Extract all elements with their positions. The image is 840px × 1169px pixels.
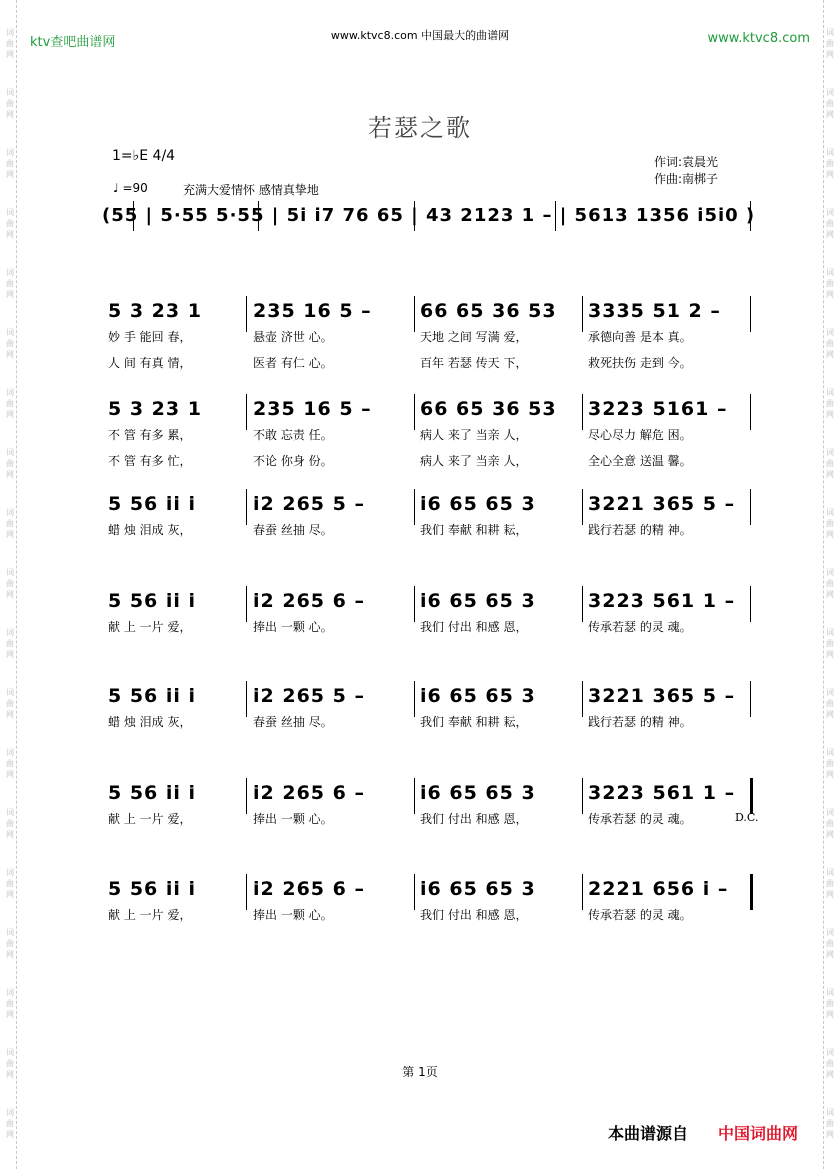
side-watermark-char: 词 <box>6 268 14 277</box>
footer-source-label: 本曲谱源自 <box>608 1124 689 1143</box>
barline <box>582 586 583 622</box>
header-center-text: www.ktvc8.com 中国最大的曲谱网 <box>330 29 510 42</box>
notes-measure: 5 3 23 1 <box>108 300 202 322</box>
side-watermark-char: 词 <box>826 808 834 817</box>
intro-barline <box>555 201 556 231</box>
lyric-measure: 不 管 有多 累， <box>108 428 192 442</box>
composer-credit: 作曲:南梆子 <box>654 172 719 186</box>
side-watermark-char: 词 <box>6 448 14 457</box>
side-watermark-char: 曲 <box>826 279 834 288</box>
side-watermark-char: 词 <box>826 688 834 697</box>
side-watermark-char: 词 <box>6 1108 14 1117</box>
notes-measure: i2 265 6 – <box>253 782 365 804</box>
barline <box>582 489 583 525</box>
side-watermark-char: 网 <box>826 1010 834 1019</box>
intro-barline <box>258 201 259 231</box>
notes-measure: 235 16 5 – <box>253 300 372 322</box>
side-watermark-char: 词 <box>6 688 14 697</box>
barline <box>246 586 247 622</box>
side-watermark-char: 词 <box>826 388 834 397</box>
lyric-measure: 救死扶伤 走到 今。 <box>588 356 692 370</box>
notes-measure: 5 56 ii i <box>108 782 197 804</box>
lyric-measure: 我们 奉献 和耕 耘， <box>420 523 528 537</box>
side-watermark-char: 词 <box>826 1048 834 1057</box>
side-watermark-char: 词 <box>6 28 14 37</box>
barline <box>750 296 751 332</box>
barline <box>246 778 247 814</box>
side-watermark-char: 曲 <box>826 759 834 768</box>
barline <box>414 394 415 430</box>
side-watermark-char: 曲 <box>6 999 14 1008</box>
side-watermark-char: 曲 <box>6 339 14 348</box>
expression-marking: 充满大爱情怀 感情真挚地 <box>183 183 319 197</box>
lyric-measure: 春蚕 丝抽 尽。 <box>253 715 333 729</box>
lyric-measure: 悬壶 济世 心。 <box>253 330 333 344</box>
lyric-measure: 践行若瑟 的精 神。 <box>588 715 692 729</box>
barline <box>750 586 751 622</box>
lyric-measure: 病人 来了 当亲 人， <box>420 428 528 442</box>
lyric-measure: 我们 付出 和感 恩， <box>420 812 528 826</box>
side-watermark-char: 曲 <box>6 279 14 288</box>
notes-measure: i6 65 65 3 <box>420 782 536 804</box>
lyric-measure: 医者 有仁 心。 <box>253 356 333 370</box>
notes-measure: 3223 561 1 – <box>588 782 736 804</box>
lyric-measure: 捧出 一颗 心。 <box>253 908 333 922</box>
side-watermark-char: 网 <box>826 710 834 719</box>
side-watermark-char: 曲 <box>6 579 14 588</box>
lyric-measure: 不 管 有多 忙， <box>108 454 192 468</box>
side-watermark-char: 曲 <box>826 339 834 348</box>
side-watermark-char: 词 <box>6 808 14 817</box>
side-watermark-char: 词 <box>826 328 834 337</box>
barline <box>750 874 753 910</box>
barline <box>414 489 415 525</box>
side-watermark-char: 曲 <box>6 759 14 768</box>
side-watermark-char: 曲 <box>826 519 834 528</box>
side-watermark-char: 网 <box>826 1070 834 1079</box>
side-watermark-char: 曲 <box>826 1059 834 1068</box>
side-watermark-char: 曲 <box>826 459 834 468</box>
dc-marking: D.C. <box>735 811 759 824</box>
side-watermark-char: 曲 <box>826 39 834 48</box>
side-watermark-char: 曲 <box>826 99 834 108</box>
side-watermark-char: 词 <box>826 448 834 457</box>
side-watermark-char: 网 <box>826 770 834 779</box>
side-watermark-char: 曲 <box>6 39 14 48</box>
lyric-measure: 献 上 一片 爱， <box>108 620 192 634</box>
side-watermark-char: 网 <box>826 650 834 659</box>
side-watermark-char: 曲 <box>826 819 834 828</box>
lyric-measure: 不论 你身 份。 <box>253 454 333 468</box>
lyric-measure: 妙 手 能回 春， <box>108 330 192 344</box>
lyric-measure: 承德向善 是本 真。 <box>588 330 692 344</box>
barline <box>750 394 751 430</box>
notes-measure: 5 56 ii i <box>108 493 197 515</box>
side-watermark-char: 网 <box>826 950 834 959</box>
lyric-measure: 人 间 有真 情， <box>108 356 192 370</box>
side-watermark-char: 网 <box>826 530 834 539</box>
side-watermark-char: 词 <box>6 748 14 757</box>
lyric-measure: 不敢 忘责 任。 <box>253 428 333 442</box>
side-watermark-char: 网 <box>6 230 14 239</box>
notes-measure: i2 265 5 – <box>253 685 365 707</box>
side-watermark-char: 网 <box>6 170 14 179</box>
barline <box>414 778 415 814</box>
side-watermark-char: 词 <box>826 628 834 637</box>
side-watermark-char: 词 <box>6 388 14 397</box>
notes-measure: 5 56 ii i <box>108 685 197 707</box>
side-watermark-char: 词 <box>6 628 14 637</box>
side-watermark-char: 曲 <box>826 219 834 228</box>
side-watermark-char: 网 <box>6 650 14 659</box>
side-watermark-char: 词 <box>6 508 14 517</box>
side-watermark-char: 词 <box>826 568 834 577</box>
side-watermark-char: 网 <box>6 110 14 119</box>
side-watermark-char: 曲 <box>6 1059 14 1068</box>
notes-measure: i6 65 65 3 <box>420 493 536 515</box>
side-watermark-char: 词 <box>826 1108 834 1117</box>
side-watermark-char: 曲 <box>6 879 14 888</box>
side-watermark-char: 网 <box>826 50 834 59</box>
side-watermark-char: 曲 <box>826 639 834 648</box>
side-watermark-char: 网 <box>6 1010 14 1019</box>
side-watermark-char: 网 <box>6 950 14 959</box>
side-watermark-char: 曲 <box>6 639 14 648</box>
side-watermark-char: 词 <box>826 268 834 277</box>
notes-measure: 3221 365 5 – <box>588 493 736 515</box>
side-watermark-char: 网 <box>826 110 834 119</box>
barline <box>582 394 583 430</box>
notes-measure: i6 65 65 3 <box>420 590 536 612</box>
side-watermark-char: 词 <box>6 1048 14 1057</box>
side-watermark-char: 词 <box>826 928 834 937</box>
barline <box>246 394 247 430</box>
tempo-marking: ♩ =90 <box>113 181 148 195</box>
barline <box>582 681 583 717</box>
side-watermark-char: 网 <box>826 290 834 299</box>
notes-measure: 66 65 36 53 <box>420 300 557 322</box>
side-watermark-char: 曲 <box>826 399 834 408</box>
side-watermark-char: 曲 <box>6 1119 14 1128</box>
notes-measure: 3335 51 2 – <box>588 300 721 322</box>
barline <box>246 681 247 717</box>
notes-measure: 5 3 23 1 <box>108 398 202 420</box>
notes-measure: i2 265 6 – <box>253 878 365 900</box>
notes-measure: 5 56 ii i <box>108 878 197 900</box>
side-watermark-char: 网 <box>6 710 14 719</box>
barline <box>750 681 751 717</box>
page-number: 第 1页 <box>402 1065 438 1079</box>
side-watermark-char: 网 <box>6 890 14 899</box>
notes-measure: i2 265 6 – <box>253 590 365 612</box>
side-watermark-char: 网 <box>826 1130 834 1139</box>
side-watermark-char: 词 <box>826 988 834 997</box>
side-watermark-char: 词 <box>6 568 14 577</box>
side-watermark-char: 网 <box>826 350 834 359</box>
side-watermark-char: 词 <box>826 508 834 517</box>
intro-barline <box>750 201 751 231</box>
side-watermark-char: 网 <box>6 590 14 599</box>
side-watermark-char: 词 <box>6 208 14 217</box>
side-watermark-char: 曲 <box>826 879 834 888</box>
side-watermark-char: 网 <box>6 50 14 59</box>
barline <box>750 778 753 814</box>
side-watermark-char: 曲 <box>826 699 834 708</box>
side-watermark-char: 曲 <box>6 99 14 108</box>
side-watermark-char: 网 <box>826 890 834 899</box>
side-watermark-char: 网 <box>6 350 14 359</box>
side-watermark-char: 词 <box>826 208 834 217</box>
side-watermark-char: 网 <box>6 530 14 539</box>
lyric-measure: 蜡 烛 泪成 灰， <box>108 523 192 537</box>
intro-barline <box>414 201 415 231</box>
side-watermark-char: 网 <box>826 590 834 599</box>
side-watermark-char: 网 <box>6 410 14 419</box>
lyric-measure: 百年 若瑟 传天 下， <box>420 356 528 370</box>
side-watermark-char: 曲 <box>6 939 14 948</box>
lyricist-credit: 作词:袁晨光 <box>654 155 719 169</box>
notes-measure: 3221 365 5 – <box>588 685 736 707</box>
lyric-measure: 献 上 一片 爱， <box>108 908 192 922</box>
lyric-measure: 献 上 一片 爱， <box>108 812 192 826</box>
header-site-left[interactable]: ktv查吧曲谱网 <box>30 35 116 50</box>
notes-measure: 2221 656 i – <box>588 878 729 900</box>
side-watermark-char: 曲 <box>6 219 14 228</box>
side-watermark-char: 词 <box>826 28 834 37</box>
lyric-measure: 传承若瑟 的灵 魂。 <box>588 812 692 826</box>
side-watermark-char: 曲 <box>826 1119 834 1128</box>
barline <box>246 296 247 332</box>
barline <box>414 874 415 910</box>
notes-measure: 3223 5161 – <box>588 398 728 420</box>
barline <box>246 874 247 910</box>
barline <box>582 874 583 910</box>
side-watermark-char: 网 <box>6 770 14 779</box>
side-watermark-char: 网 <box>6 1070 14 1079</box>
barline <box>246 489 247 525</box>
barline <box>414 586 415 622</box>
barline <box>582 778 583 814</box>
side-watermark-char: 网 <box>6 830 14 839</box>
side-watermark-char: 词 <box>6 328 14 337</box>
side-watermark-char: 曲 <box>826 159 834 168</box>
side-watermark-char: 网 <box>826 170 834 179</box>
side-watermark-char: 词 <box>6 148 14 157</box>
side-watermark-char: 词 <box>6 868 14 877</box>
side-watermark-char: 词 <box>826 748 834 757</box>
side-watermark-char: 网 <box>6 470 14 479</box>
key-signature: 1=♭E 4/4 <box>112 148 176 164</box>
side-watermark-char: 词 <box>826 88 834 97</box>
barline <box>414 296 415 332</box>
side-watermark-char: 曲 <box>826 939 834 948</box>
side-watermark-char: 曲 <box>826 579 834 588</box>
side-watermark-char: 词 <box>826 868 834 877</box>
side-watermark-char: 网 <box>826 410 834 419</box>
footer-brand[interactable]: 中国词曲网 <box>718 1124 799 1143</box>
notes-measure: 3223 561 1 – <box>588 590 736 612</box>
intro-line: (55 | 5·55 5·55 | 5i i7 76 65 | 43 2123 1 – | 5613 1356 i5i0 ) <box>102 205 756 226</box>
side-watermark-char: 曲 <box>6 699 14 708</box>
header-site-right[interactable]: www.ktvc8.com <box>707 31 810 46</box>
lyric-measure: 全心全意 送温 馨。 <box>588 454 692 468</box>
lyric-measure: 践行若瑟 的精 神。 <box>588 523 692 537</box>
side-watermark-char: 网 <box>6 290 14 299</box>
side-watermark-char: 词 <box>6 988 14 997</box>
side-watermark-char: 曲 <box>826 999 834 1008</box>
notes-measure: i6 65 65 3 <box>420 685 536 707</box>
side-watermark-char: 曲 <box>6 159 14 168</box>
side-watermark-char: 曲 <box>6 519 14 528</box>
lyric-measure: 蜡 烛 泪成 灰， <box>108 715 192 729</box>
side-watermark-char: 曲 <box>6 459 14 468</box>
lyric-measure: 捧出 一颗 心。 <box>253 812 333 826</box>
lyric-measure: 我们 付出 和感 恩， <box>420 908 528 922</box>
barline <box>414 681 415 717</box>
side-watermark-char: 网 <box>826 230 834 239</box>
side-watermark-char: 词 <box>6 928 14 937</box>
side-watermark-char: 词 <box>6 88 14 97</box>
side-watermark-char: 网 <box>826 470 834 479</box>
side-watermark-char: 曲 <box>6 819 14 828</box>
lyric-measure: 捧出 一颗 心。 <box>253 620 333 634</box>
lyric-measure: 我们 奉献 和耕 耘， <box>420 715 528 729</box>
lyric-measure: 天地 之间 写满 爱， <box>420 330 528 344</box>
song-title: 若瑟之歌 <box>368 114 472 142</box>
barline <box>582 296 583 332</box>
side-watermark-char: 曲 <box>6 399 14 408</box>
notes-measure: i2 265 5 – <box>253 493 365 515</box>
side-watermark-char: 网 <box>6 1130 14 1139</box>
notes-measure: 66 65 36 53 <box>420 398 557 420</box>
lyric-measure: 传承若瑟 的灵 魂。 <box>588 908 692 922</box>
side-watermark-char: 网 <box>826 830 834 839</box>
side-watermark-char: 词 <box>826 148 834 157</box>
barline <box>750 489 751 525</box>
notes-measure: 5 56 ii i <box>108 590 197 612</box>
lyric-measure: 尽心尽力 解危 困。 <box>588 428 692 442</box>
lyric-measure: 我们 付出 和感 恩， <box>420 620 528 634</box>
notes-measure: i6 65 65 3 <box>420 878 536 900</box>
lyric-measure: 春蚕 丝抽 尽。 <box>253 523 333 537</box>
lyric-measure: 病人 来了 当亲 人， <box>420 454 528 468</box>
intro-barline <box>133 201 134 231</box>
notes-measure: 235 16 5 – <box>253 398 372 420</box>
lyric-measure: 传承若瑟 的灵 魂。 <box>588 620 692 634</box>
